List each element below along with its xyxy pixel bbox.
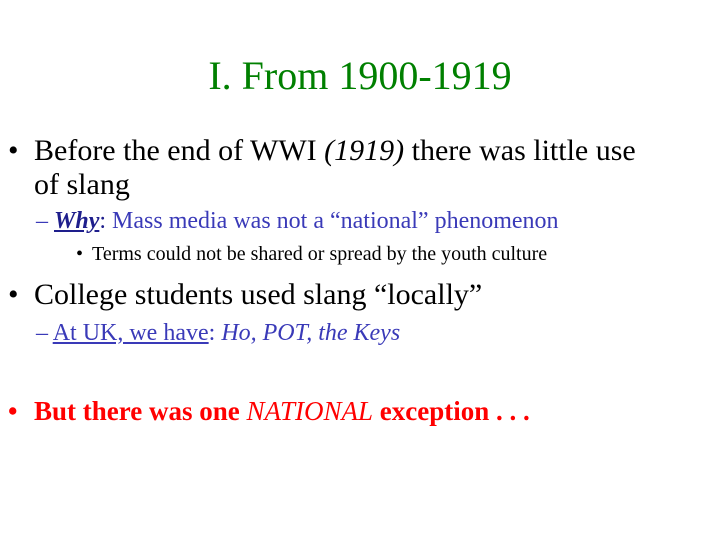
bullet-item-exception — [0, 394, 720, 430]
why-label: Why — [54, 208, 100, 234]
sub-item-why — [36, 206, 559, 236]
bullet-text-line-1 — [34, 134, 636, 168]
dash-icon: – — [36, 320, 48, 346]
why-text: Mass media was not a “national” phenomenon — [106, 208, 559, 234]
uk-text: Ho, POT, the Keys — [215, 320, 401, 346]
bullet-icon: • — [8, 396, 18, 426]
sub-sub-item-terms — [76, 241, 547, 267]
exception-text — [34, 394, 530, 428]
slide-title: I. From 1900-1919 — [208, 53, 512, 98]
college-text: College students used slang “locally” — [34, 278, 483, 311]
text-segment: exception . . . — [373, 396, 530, 426]
bullet-item-wwi — [0, 134, 720, 204]
bullet-text-line-2: of slang — [34, 168, 130, 201]
why-colon: : — [99, 208, 107, 234]
bullet-icon: • — [8, 278, 19, 311]
bullet-icon: • — [76, 243, 84, 265]
text-segment-italic: (1919) — [324, 134, 405, 167]
bullet-icon: • — [8, 134, 19, 167]
national-emphasis: NATIONAL — [246, 396, 374, 426]
text-segment: Before the end of WWI — [34, 134, 325, 167]
uk-colon: : — [208, 320, 216, 346]
dash-icon: – — [36, 208, 48, 234]
text-segment: there was little use — [404, 134, 636, 167]
sub-item-uk — [36, 318, 400, 348]
terms-text: Terms could not be shared or spread by the youth culture — [92, 243, 548, 265]
bullet-item-college — [0, 278, 720, 314]
text-segment: But there was one — [34, 396, 247, 426]
uk-label: At UK, we have — [52, 320, 209, 346]
